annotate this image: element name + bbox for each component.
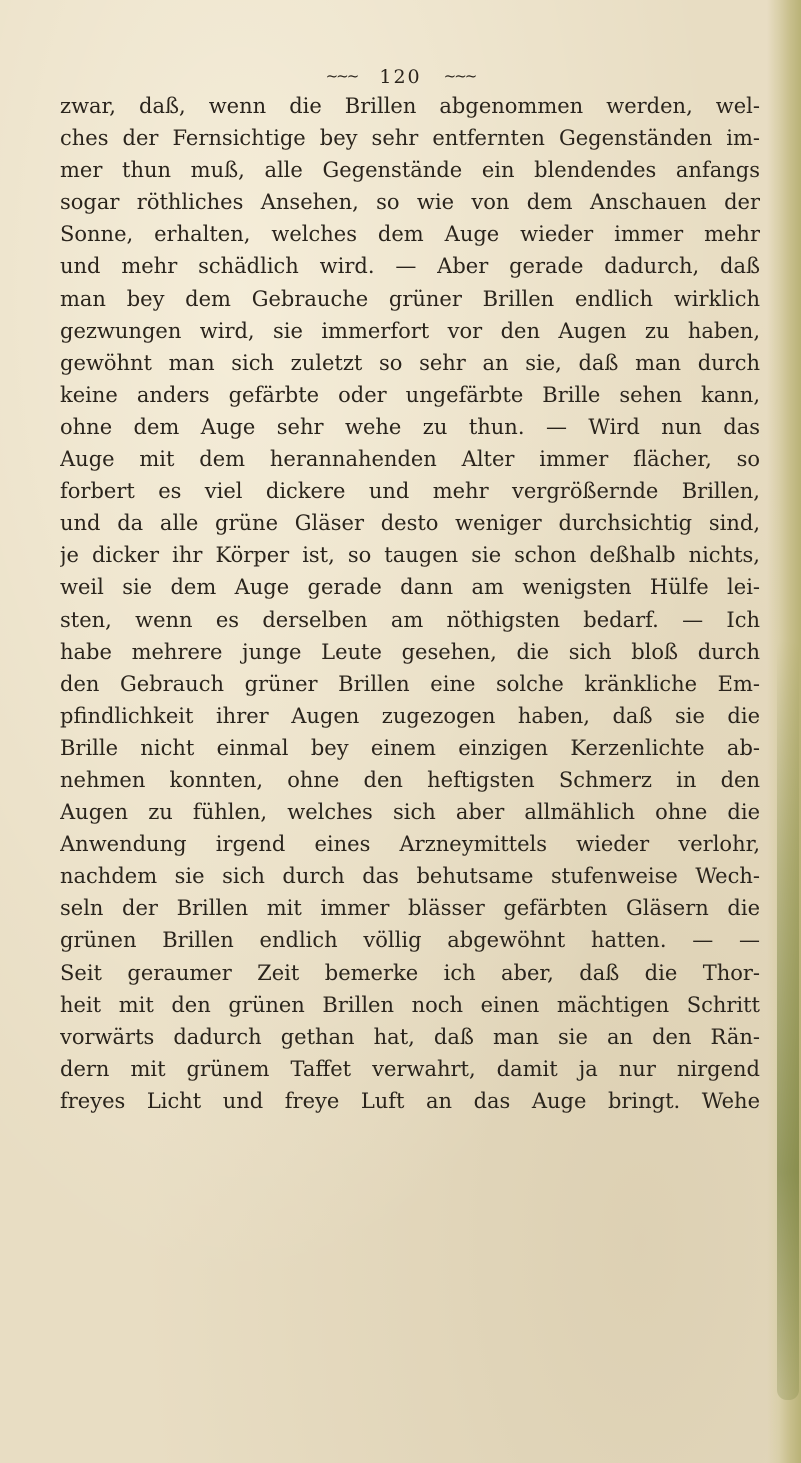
- page-number: 120: [379, 66, 422, 88]
- text-line: und mehr schädlich wird. — Aber gerade dadurch, daß: [60, 254, 760, 279]
- text-line: vorwärts dadurch gethan hat, daß man sie an den Rän-: [60, 1024, 760, 1049]
- text-line: seln der Brillen mit immer blässer gefärbten Gläsern die: [60, 896, 760, 921]
- text-line: habe mehrere junge Leute gesehen, die sich bloß durch: [60, 639, 760, 664]
- text-line: keine anders gefärbte oder ungefärbte Brille sehen kann,: [60, 382, 760, 407]
- ornament-right: ~~~: [443, 67, 476, 85]
- text-line: nehmen konnten, ohne den heftigsten Schmerz in den: [60, 767, 760, 792]
- text-line: grünen Brillen endlich völlig abgewöhnt hatten. — —: [60, 928, 760, 953]
- text-line: ches der Fernsichtige bey sehr entfernten Gegenständen im-: [60, 126, 760, 151]
- text-line: sten, wenn es derselben am nöthigsten bedarf. — Ich: [60, 607, 760, 632]
- page-edge-stain: [777, 640, 799, 1400]
- text-line: gezwungen wird, sie immerfort vor den Augen zu haben,: [60, 318, 760, 343]
- text-line: den Gebrauch grüner Brillen eine solche kränkliche Em-: [60, 671, 760, 696]
- text-line: gewöhnt man sich zuletzt so sehr an sie, daß man durch: [60, 350, 760, 375]
- text-line: je dicker ihr Körper ist, so taugen sie schon deßhalb nichts,: [60, 543, 760, 568]
- text-line: nachdem sie sich durch das behutsame stufenweise Wech-: [60, 864, 760, 889]
- text-line: Brille nicht einmal bey einem einzigen Kerzenlichte ab-: [60, 735, 760, 760]
- body-text: [60, 90, 760, 1117]
- text-line: man bey dem Gebrauche grüner Brillen endlich wirklich: [60, 286, 760, 311]
- page-header: [0, 66, 801, 88]
- text-line: freyes Licht und freye Luft an das Auge bringt. Wehe: [60, 1088, 760, 1113]
- text-line: weil sie dem Auge gerade dann am wenigsten Hülfe lei-: [60, 575, 760, 600]
- text-line: Augen zu fühlen, welches sich aber allmählich ohne die: [60, 800, 760, 825]
- text-line: zwar, daß, wenn die Brillen abgenommen werden, wel-: [60, 94, 760, 118]
- text-line: dern mit grünem Taffet verwahrt, damit ja nur nirgend: [60, 1056, 760, 1081]
- text-line: Seit geraumer Zeit bemerke ich aber, daß die Thor-: [60, 960, 760, 985]
- text-line: Anwendung irgend eines Arzneymittels wieder verlohr,: [60, 832, 760, 857]
- text-line: Sonne, erhalten, welches dem Auge wieder immer mehr: [60, 222, 760, 247]
- text-line: mer thun muß, alle Gegenstände ein blendendes anfangs: [60, 158, 760, 183]
- ornament-left: ~~~: [325, 67, 358, 85]
- text-line: sogar röthliches Ansehen, so wie von dem Anschauen der: [60, 190, 760, 215]
- text-line: Auge mit dem herannahenden Alter immer flächer, so: [60, 447, 760, 472]
- text-line: pfindlichkeit ihrer Augen zugezogen haben, daß sie die: [60, 703, 760, 728]
- text-line: heit mit den grünen Brillen noch einen mächtigen Schritt: [60, 992, 760, 1017]
- text-line: und da alle grüne Gläser desto weniger durchsichtig sind,: [60, 511, 760, 536]
- text-line: forbert es viel dickere und mehr vergrößernde Brillen,: [60, 479, 760, 504]
- text-line: ohne dem Auge sehr wehe zu thun. — Wird nun das: [60, 414, 760, 439]
